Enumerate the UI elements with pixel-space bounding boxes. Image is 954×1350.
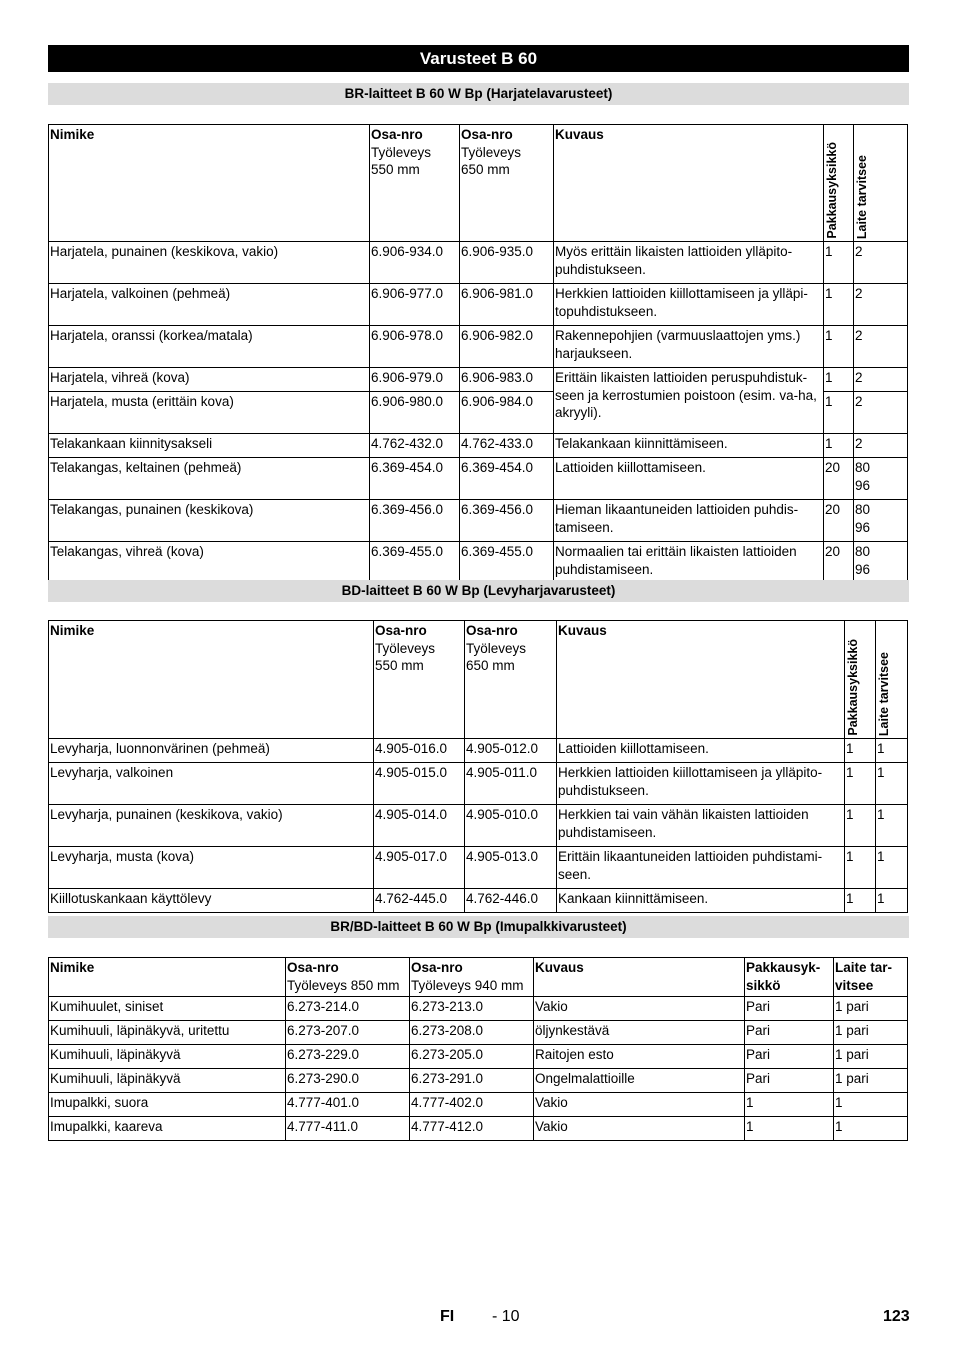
cell-part-650: 6.906-981.0 xyxy=(460,284,554,326)
cell-name: Telakankaan kiinnitysakseli xyxy=(49,434,370,458)
cell-part-650: 6.906-984.0 xyxy=(460,392,554,434)
cell-name: Levyharja, punainen (keskikova, vakio) xyxy=(49,805,374,847)
cell-pack-unit: 1 xyxy=(745,1117,834,1141)
table-row xyxy=(49,889,908,913)
col-header-required: Laite tarvitsee xyxy=(876,621,908,739)
cell-part-850: 4.777-411.0 xyxy=(286,1117,410,1141)
footer-language: FI xyxy=(440,1308,455,1325)
cell-part-850: 6.273-207.0 xyxy=(286,1021,410,1045)
cell-name: Kumihuuli, läpinäkyvä xyxy=(49,1045,286,1069)
cell-part-940: 6.273-291.0 xyxy=(410,1069,534,1093)
cell-part-650: 6.906-982.0 xyxy=(460,326,554,368)
cell-description: Normaalien tai erittäin likaisten lattioiden puhdistamiseen. xyxy=(554,542,824,584)
section-heading-harjatela: BR-laitteet B 60 W Bp (Harjatelavarusteet) xyxy=(48,83,909,105)
table-row xyxy=(49,763,908,805)
cell-pack-unit: 1 xyxy=(845,739,876,763)
cell-description: öljynkestävä xyxy=(534,1021,745,1045)
cell-part-940: 6.273-213.0 xyxy=(410,997,534,1021)
col-header-pack-unit: Pakkausyksikkö xyxy=(845,621,876,739)
cell-name: Levyharja, valkoinen xyxy=(49,763,374,805)
cell-description: Vakio xyxy=(534,997,745,1021)
cell-part-850: 6.273-214.0 xyxy=(286,997,410,1021)
cell-part-550: 4.905-015.0 xyxy=(374,763,465,805)
cell-pack-unit: 1 xyxy=(824,284,854,326)
cell-description: Herkkien tai vain vähän likaisten lattioiden puhdistamiseen. xyxy=(557,805,845,847)
cell-required: 2 xyxy=(854,242,908,284)
cell-description: Raitojen esto xyxy=(534,1045,745,1069)
cell-part-550: 4.762-432.0 xyxy=(370,434,460,458)
cell-part-650: 6.906-935.0 xyxy=(460,242,554,284)
cell-description: Vakio xyxy=(534,1093,745,1117)
col-header-part-940: Osa-nro Työleveys 940 mm xyxy=(410,958,534,997)
cell-part-940: 4.777-402.0 xyxy=(410,1093,534,1117)
cell-name: Harjatela, vihreä (kova) xyxy=(49,368,370,392)
cell-required-line: 80 xyxy=(855,502,871,517)
col-header-part-550: Osa-nro Työleveys 550 mm xyxy=(370,125,460,242)
cell-part-550: 6.369-455.0 xyxy=(370,542,460,584)
col-header-part-850: Osa-nro Työleveys 850 mm xyxy=(286,958,410,997)
table-levyharja xyxy=(48,620,908,913)
table-harjatela xyxy=(48,124,908,584)
cell-pack-unit: 1 xyxy=(824,368,854,392)
cell-name: Imupalkki, suora xyxy=(49,1093,286,1117)
cell-required: 1 xyxy=(876,847,908,889)
cell-part-550: 6.369-454.0 xyxy=(370,458,460,500)
cell-pack-unit: Pari xyxy=(745,1045,834,1069)
col-header-description: Kuvaus xyxy=(554,125,824,242)
cell-pack-unit: Pari xyxy=(745,997,834,1021)
cell-description: Herkkien lattioiden kiillottamiseen ja ylläpi-topuhdistukseen. xyxy=(554,284,824,326)
cell-pack-unit: 1 xyxy=(845,889,876,913)
cell-required-line: 96 xyxy=(855,519,871,535)
table-row xyxy=(49,326,908,368)
table-row xyxy=(49,739,908,763)
cell-required xyxy=(854,458,908,500)
cell-required: 1 xyxy=(834,1093,908,1117)
cell-pack-unit: 1 xyxy=(824,326,854,368)
cell-part-650: 4.905-011.0 xyxy=(465,763,557,805)
cell-part-650: 6.369-454.0 xyxy=(460,458,554,500)
col-header-description: Kuvaus xyxy=(534,958,745,997)
cell-required: 1 xyxy=(834,1117,908,1141)
cell-required-line: 80 xyxy=(855,460,871,475)
cell-pack-unit: 1 xyxy=(845,847,876,889)
cell-part-940: 4.777-412.0 xyxy=(410,1117,534,1141)
col-header-part-650: Osa-nro Työleveys 650 mm xyxy=(465,621,557,739)
cell-pack-unit: 1 xyxy=(824,242,854,284)
cell-name: Harjatela, valkoinen (pehmeä) xyxy=(49,284,370,326)
cell-name: Kumihuulet, siniset xyxy=(49,997,286,1021)
cell-part-940: 6.273-205.0 xyxy=(410,1045,534,1069)
cell-part-940: 6.273-208.0 xyxy=(410,1021,534,1045)
col-header-part-550: Osa-nro Työleveys 550 mm xyxy=(374,621,465,739)
cell-part-550: 4.905-016.0 xyxy=(374,739,465,763)
cell-pack-unit: 20 xyxy=(824,542,854,584)
cell-description: Lattioiden kiillottamiseen. xyxy=(557,739,845,763)
cell-pack-unit: Pari xyxy=(745,1021,834,1045)
cell-part-650: 4.762-446.0 xyxy=(465,889,557,913)
cell-part-550: 4.762-445.0 xyxy=(374,889,465,913)
table-row xyxy=(49,284,908,326)
cell-pack-unit: 20 xyxy=(824,458,854,500)
cell-required xyxy=(854,500,908,542)
cell-part-550: 6.906-979.0 xyxy=(370,368,460,392)
table-imupalkki xyxy=(48,957,908,1141)
cell-description: Hieman likaantuneiden lattioiden puhdis-tamiseen. xyxy=(554,500,824,542)
cell-description: Rakennepohjien (varmuuslaattojen yms.) harjaukseen. xyxy=(554,326,824,368)
cell-description: Herkkien lattioiden kiillottamiseen ja ylläpito-puhdistukseen. xyxy=(557,763,845,805)
cell-required: 1 xyxy=(876,763,908,805)
cell-required-line: 96 xyxy=(855,477,871,493)
cell-part-650: 4.762-433.0 xyxy=(460,434,554,458)
col-header-pack-unit: Pakkausyksikkö xyxy=(824,125,854,242)
cell-required-line: 96 xyxy=(855,561,871,577)
table-row xyxy=(49,1093,908,1117)
cell-required: 1 pari xyxy=(834,1069,908,1093)
cell-required: 1 xyxy=(876,889,908,913)
table-row xyxy=(49,434,908,458)
section-heading-levyharja: BD-laitteet B 60 W Bp (Levyharjavarusteet) xyxy=(48,580,909,602)
cell-name: Levyharja, musta (kova) xyxy=(49,847,374,889)
page-title: Varusteet B 60 xyxy=(48,45,909,72)
cell-part-550: 6.906-978.0 xyxy=(370,326,460,368)
cell-required-line: 80 xyxy=(855,544,871,559)
cell-part-650: 6.906-983.0 xyxy=(460,368,554,392)
cell-description: Erittäin likaisten lattioiden peruspuhdistuk-seen ja kerrostumien poistoon (esim. va-ha, akryyli). xyxy=(554,368,824,434)
col-header-required: Laite tarvitsee xyxy=(854,125,908,242)
table-header-row xyxy=(49,125,908,242)
table-row xyxy=(49,458,908,500)
cell-required xyxy=(854,542,908,584)
cell-part-650: 6.369-455.0 xyxy=(460,542,554,584)
cell-part-650: 6.369-456.0 xyxy=(460,500,554,542)
cell-pack-unit: Pari xyxy=(745,1069,834,1093)
cell-pack-unit: 1 xyxy=(845,763,876,805)
cell-required: 2 xyxy=(854,368,908,392)
cell-part-550: 6.369-456.0 xyxy=(370,500,460,542)
table-row xyxy=(49,542,908,584)
cell-pack-unit: 1 xyxy=(845,805,876,847)
cell-required: 2 xyxy=(854,284,908,326)
cell-part-850: 4.777-401.0 xyxy=(286,1093,410,1117)
cell-part-550: 4.905-017.0 xyxy=(374,847,465,889)
table-row xyxy=(49,1117,908,1141)
cell-name: Levyharja, luonnonvärinen (pehmeä) xyxy=(49,739,374,763)
table-header-row xyxy=(49,621,908,739)
col-header-part-650: Osa-nro Työleveys 650 mm xyxy=(460,125,554,242)
table-row xyxy=(49,1045,908,1069)
footer-sub-page: - 10 xyxy=(492,1308,520,1325)
table-row xyxy=(49,368,908,392)
cell-required: 1 xyxy=(876,739,908,763)
cell-required: 1 pari xyxy=(834,997,908,1021)
cell-required: 2 xyxy=(854,392,908,434)
cell-name: Kiillotuskankaan käyttölevy xyxy=(49,889,374,913)
cell-required: 2 xyxy=(854,434,908,458)
table-row xyxy=(49,1021,908,1045)
table-row xyxy=(49,242,908,284)
col-header-required: Laite tar-vitsee xyxy=(834,958,908,997)
cell-description: Telakankaan kiinnittämiseen. xyxy=(554,434,824,458)
col-header-name: Nimike xyxy=(49,125,370,242)
cell-description: Lattioiden kiillottamiseen. xyxy=(554,458,824,500)
cell-part-650: 4.905-012.0 xyxy=(465,739,557,763)
cell-required: 1 xyxy=(876,805,908,847)
col-header-description: Kuvaus xyxy=(557,621,845,739)
cell-part-550: 6.906-977.0 xyxy=(370,284,460,326)
table-row xyxy=(49,847,908,889)
section-heading-imupalkki: BR/BD-laitteet B 60 W Bp (Imupalkkivarusteet) xyxy=(48,916,909,938)
cell-name: Telakangas, punainen (keskikova) xyxy=(49,500,370,542)
cell-description: Myös erittäin likaisten lattioiden ylläpito-puhdistukseen. xyxy=(554,242,824,284)
table-row xyxy=(49,1069,908,1093)
cell-name: Kumihuuli, läpinäkyvä, uritettu xyxy=(49,1021,286,1045)
cell-part-850: 6.273-229.0 xyxy=(286,1045,410,1069)
cell-name: Telakangas, keltainen (pehmeä) xyxy=(49,458,370,500)
cell-description: Erittäin likaantuneiden lattioiden puhdistami-seen. xyxy=(557,847,845,889)
cell-part-550: 6.906-934.0 xyxy=(370,242,460,284)
cell-required: 2 xyxy=(854,326,908,368)
page-number: 123 xyxy=(883,1308,910,1325)
cell-required: 1 pari xyxy=(834,1021,908,1045)
cell-pack-unit: 1 xyxy=(745,1093,834,1117)
cell-required: 1 pari xyxy=(834,1045,908,1069)
cell-description: Kankaan kiinnittämiseen. xyxy=(557,889,845,913)
cell-name: Harjatela, punainen (keskikova, vakio) xyxy=(49,242,370,284)
cell-part-650: 4.905-010.0 xyxy=(465,805,557,847)
cell-part-550: 6.906-980.0 xyxy=(370,392,460,434)
cell-name: Harjatela, musta (erittäin kova) xyxy=(49,392,370,434)
cell-part-650: 4.905-013.0 xyxy=(465,847,557,889)
cell-pack-unit: 20 xyxy=(824,500,854,542)
table-row xyxy=(49,805,908,847)
table-row xyxy=(49,997,908,1021)
table-row xyxy=(49,500,908,542)
table-header-row xyxy=(49,958,908,997)
cell-name: Telakangas, vihreä (kova) xyxy=(49,542,370,584)
cell-name: Kumihuuli, läpinäkyvä xyxy=(49,1069,286,1093)
col-header-name: Nimike xyxy=(49,958,286,997)
cell-name: Imupalkki, kaareva xyxy=(49,1117,286,1141)
cell-description: Ongelmalattioille xyxy=(534,1069,745,1093)
col-header-pack-unit: Pakkausyk-sikkö xyxy=(745,958,834,997)
cell-pack-unit: 1 xyxy=(824,434,854,458)
cell-part-550: 4.905-014.0 xyxy=(374,805,465,847)
cell-part-850: 6.273-290.0 xyxy=(286,1069,410,1093)
cell-name: Harjatela, oranssi (korkea/matala) xyxy=(49,326,370,368)
col-header-name: Nimike xyxy=(49,621,374,739)
cell-description: Vakio xyxy=(534,1117,745,1141)
cell-pack-unit: 1 xyxy=(824,392,854,434)
